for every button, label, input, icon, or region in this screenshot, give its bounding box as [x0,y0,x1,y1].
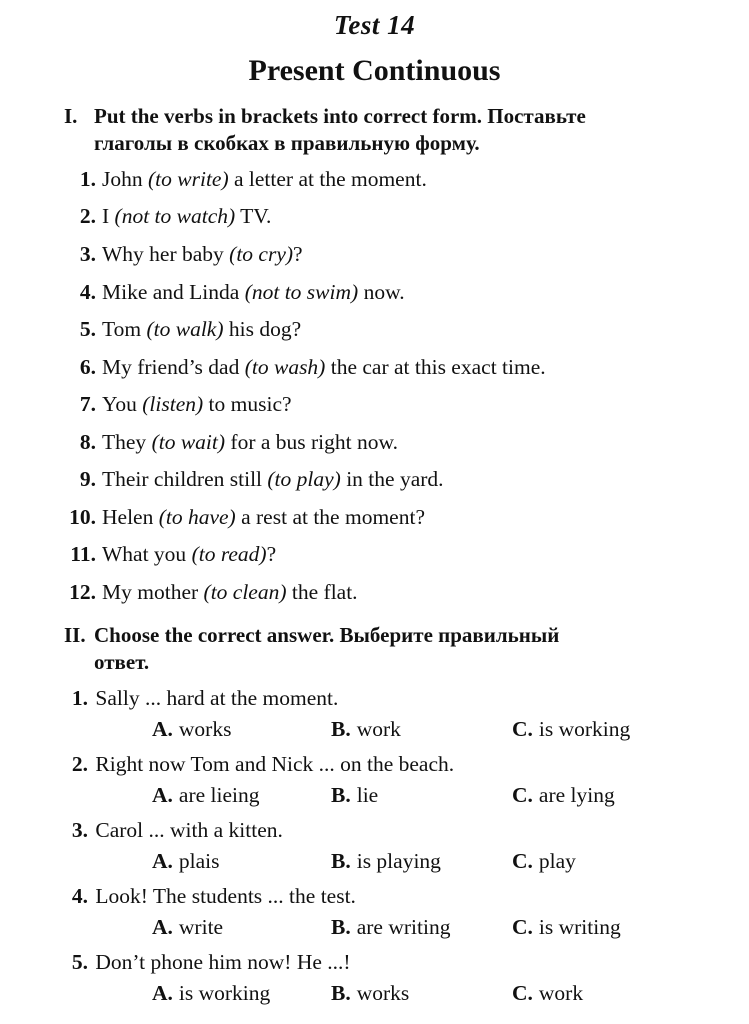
option-text: play [538,849,576,873]
section-1-number: I. [64,104,78,128]
option-letter: C. [512,783,533,807]
answer-option[interactable] [512,980,583,1006]
item-number: 1. [79,167,96,191]
item-verb: (to wait) [151,430,226,454]
item-verb: (not to swim) [244,280,359,304]
item-number: 5. [79,317,96,341]
option-letter: C. [512,981,533,1005]
question-number: 4. [71,884,88,908]
item-verb: (to wash) [244,355,326,379]
option-letter: A. [152,849,173,873]
option-text: are lying [538,783,615,807]
answer-option[interactable] [331,782,378,808]
item-verb: (to play) [267,467,341,491]
option-letter: B. [331,717,351,741]
item-text: Helen [102,505,159,529]
item-number: 9. [79,467,96,491]
item-text: What you [102,542,192,566]
item-verb: (to cry) [229,242,294,266]
exercise-item [62,579,358,605]
item-verb: (to read) [191,542,267,566]
option-letter: A. [152,915,173,939]
item-text-end: ? [266,542,277,566]
exercise-item [62,466,444,492]
test-subtitle: Present Continuous [248,54,501,87]
option-text: works [356,981,410,1005]
answer-option[interactable] [331,914,450,940]
option-letter: A. [152,783,173,807]
exercise-item [62,279,405,305]
question [62,817,283,843]
option-letter: C. [512,849,533,873]
question-number: 3. [71,818,88,842]
question [62,949,351,975]
option-letter: C. [512,915,533,939]
option-text: write [178,915,224,939]
answer-option[interactable] [331,848,441,874]
option-text: lie [356,783,379,807]
exercise-item [62,166,427,192]
item-number: 12. [69,580,96,604]
item-text-end: his dog? [223,317,302,341]
section-1-heading [64,103,704,157]
item-text: Why her baby [102,242,230,266]
option-letter: B. [331,981,351,1005]
option-text: works [178,717,232,741]
question-number: 5. [71,950,88,974]
item-verb: (to clean) [203,580,287,604]
option-letter: B. [331,849,351,873]
exercise-item [62,241,303,267]
exercise-item [62,429,398,455]
question-number: 1. [71,686,88,710]
item-text-end: TV. [235,204,272,228]
item-text: I [102,204,115,228]
item-verb: (listen) [142,392,204,416]
item-verb: (to have) [158,505,236,529]
option-text: is playing [356,849,441,873]
section-2-heading-line1: Choose the correct answer. Выберите правильный [94,623,560,647]
item-number: 11. [70,542,96,566]
question-text: Sally ... hard at the moment. [95,686,339,710]
question-text: Look! The students ... the test. [95,884,356,908]
question-text: Don’t phone him now! He ...! [95,950,351,974]
answer-option[interactable] [331,980,409,1006]
question-text: Carol ... with a kitten. [95,818,283,842]
item-text-end: to music? [203,392,292,416]
section-1-heading-line1: Put the verbs in brackets into correct form. Поставьте [94,104,586,128]
answer-option[interactable] [512,848,576,874]
option-letter: A. [152,981,173,1005]
answer-option[interactable] [512,914,621,940]
answer-option[interactable] [152,716,231,742]
item-text: Their children still [102,467,268,491]
item-text-end: ? [293,242,303,266]
item-text: You [102,392,143,416]
item-number: 4. [79,280,96,304]
answer-option[interactable] [152,980,270,1006]
item-text-end: now. [358,280,405,304]
option-text: are lieing [178,783,260,807]
answer-option[interactable] [331,716,401,742]
exercise-item [62,203,271,229]
item-number: 8. [79,430,96,454]
answer-option[interactable] [152,914,223,940]
answer-option[interactable] [512,716,630,742]
option-text: work [538,981,584,1005]
item-text-end: a rest at the moment? [235,505,425,529]
option-text: are writing [356,915,451,939]
item-verb: (not to watch) [114,204,236,228]
item-verb: (to write) [148,167,229,191]
question [62,883,356,909]
question [62,751,454,777]
item-text: Mike and Linda [102,280,245,304]
item-number: 10. [69,505,96,529]
answer-option[interactable] [152,848,220,874]
section-1-heading-line2: глаголы в скобках в правильную форму. [94,131,480,155]
option-letter: B. [331,783,351,807]
option-text: work [356,717,401,741]
section-2-heading [64,622,704,676]
question-text: Right now Tom and Nick ... on the beach. [95,752,455,776]
item-text: My friend’s dad [102,355,245,379]
item-text: Tom [102,317,147,341]
item-text: They [102,430,152,454]
item-text: John [102,167,148,191]
exercise-item [62,541,276,567]
answer-option[interactable] [512,782,615,808]
item-text-end: a letter at the moment. [228,167,427,191]
item-text-end: the flat. [286,580,358,604]
item-number: 7. [79,392,96,416]
option-letter: B. [331,915,351,939]
item-number: 2. [79,204,96,228]
option-text: plais [178,849,220,873]
option-letter: C. [512,717,533,741]
option-letter: A. [152,717,173,741]
answer-option[interactable] [152,782,260,808]
section-2-heading-line2: ответ. [94,650,150,674]
option-text: is working [178,981,271,1005]
exercise-item [62,504,425,530]
item-number: 6. [79,355,96,379]
item-text: My mother [102,580,204,604]
exercise-item [62,316,301,342]
question [62,685,338,711]
test-title: Test 14 [333,10,416,40]
option-text: is working [538,717,631,741]
section-2-number: II. [64,623,86,647]
item-text-end: in the yard. [340,467,444,491]
item-text-end: the car at this exact time. [325,355,546,379]
option-text: is writing [538,915,621,939]
question-number: 2. [71,752,88,776]
item-text-end: for a bus right now. [225,430,398,454]
item-number: 3. [79,242,96,266]
exercise-item [62,354,546,380]
exercise-item [62,391,292,417]
item-verb: (to walk) [146,317,224,341]
